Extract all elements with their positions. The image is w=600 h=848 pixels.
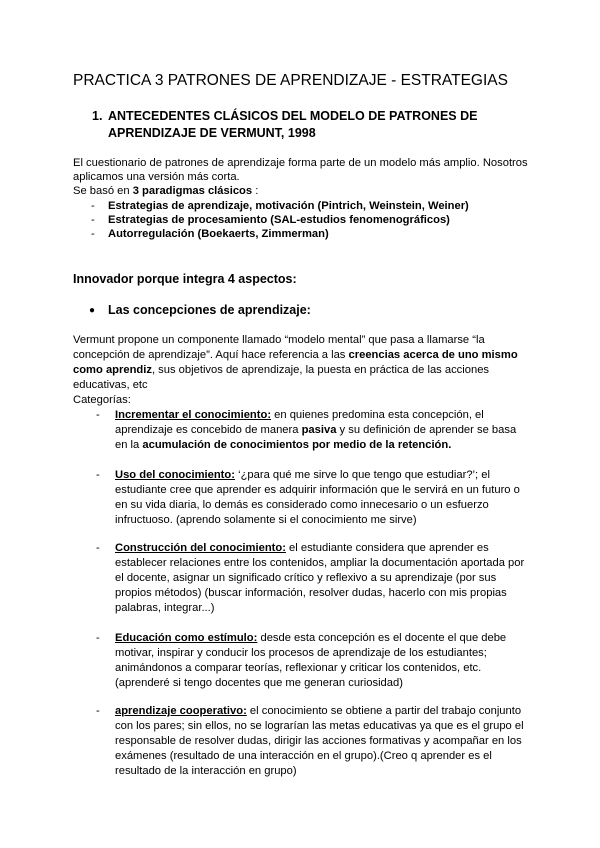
category-dash: - xyxy=(96,409,100,421)
category-4-line-3: animándonos a comparar teorías, reflexionar y criticar los contenidos, etc. xyxy=(115,662,482,674)
paradigm-dash: - xyxy=(91,200,95,212)
category-5-line-1: aprendizaje cooperativo: el conocimiento se obtiene a partir del trabajo conjunto xyxy=(115,705,522,717)
category-4-line-2: motivar, inspirar y conducir los procesos de aprendizaje de los estudiantes; xyxy=(115,647,487,659)
category-1-line-3: en la acumulación de conocimientos por medio de la retención. xyxy=(115,439,452,451)
category-5-line-3: responsable de resolver dudas, dirigir las acciones formativas y acompañar en los xyxy=(115,735,522,747)
vermunt-line-3: como aprendiz, sus objetivos de aprendizaje, la puesta en práctica de las acciones xyxy=(73,364,490,376)
paradigm-item: Autorregulación (Boekaerts, Zimmerman) xyxy=(108,228,329,240)
category-dash: - xyxy=(96,632,100,644)
category-5-line-5: resultado de la interacción en grupo) xyxy=(115,765,297,777)
category-1-line-2: aprendizaje es concebido de manera pasiva y su definición de aprender se basa xyxy=(115,424,517,436)
category-dash: - xyxy=(96,705,100,717)
category-4-line-1: Educación como estímulo: desde esta concepción es el docente el que debe xyxy=(115,632,507,644)
category-3-line-3: el docente, asignar un significado crítico y reflexivo a su aprendizaje (por sus xyxy=(115,572,497,584)
paradigm-dash: - xyxy=(91,228,95,240)
categories-label: Categorías: xyxy=(73,394,131,406)
category-2-line-3: en su vida diaria, lo demás es considerado como innecesario o un esfuerzo xyxy=(115,499,489,511)
category-dash: - xyxy=(96,542,100,554)
category-2-line-2: estudiante cree que aprender es adquirir información que le servirá en un futuro o xyxy=(115,484,520,496)
category-4-line-4: (aprenderé si tengo docentes que me generan curiosidad) xyxy=(115,677,403,689)
intro-line-1: El cuestionario de patrones de aprendizaje forma parte de un modelo más amplio. Nosotros xyxy=(73,157,528,169)
section-number: 1. xyxy=(92,109,103,123)
page-title: PRACTICA 3 PATRONES DE APRENDIZAJE - ESTRATEGIAS xyxy=(73,72,508,89)
category-2-line-1: Uso del conocimiento: ‘¿para qué me sirve lo que tengo que estudiar?’; el xyxy=(115,469,490,481)
vermunt-line-2: concepción de aprendizaje”. Aquí hace referencia a las creencias acerca de uno mismo xyxy=(73,349,518,361)
category-dash: - xyxy=(96,469,100,481)
category-1-line-1: Incrementar el conocimiento: en quienes predomina esta concepción, el xyxy=(115,409,484,421)
intro-line-3: Se basó en 3 paradigmas clásicos : xyxy=(73,185,259,197)
vermunt-line-1: Vermunt propone un componente llamado “modelo mental” que pasa a llamarse “la xyxy=(73,334,485,346)
bullet-icon: ● xyxy=(89,305,96,316)
paradigm-item: Estrategias de aprendizaje, motivación (Pintrich, Weinstein, Weiner) xyxy=(108,200,469,212)
category-3-line-2: establecer relaciones entre los contenidos, ampliar la documentación aportada por xyxy=(115,557,525,569)
category-2-line-4: infructuoso. (aprendo solamente si el conocimiento me sirve) xyxy=(115,514,417,526)
category-5-line-4: exámenes (resultado de una interacción en el grupo).(Creo q aprender es el xyxy=(115,750,492,762)
category-5-line-2: con los pares; sin ellos, no se lograrían las metas educativas ya que es el grupo el xyxy=(115,720,524,732)
category-3-line-5: palabras, integrar...) xyxy=(115,602,215,614)
paradigm-item: Estrategias de procesamiento (SAL-estudios fenomenográficos) xyxy=(108,214,450,226)
section-heading-line-2: APRENDIZAJE DE VERMUNT, 1998 xyxy=(108,126,316,140)
paradigm-dash: - xyxy=(91,214,95,226)
intro-line-2: aplicamos una versión más corta. xyxy=(73,171,240,183)
category-3-line-1: Construcción del conocimiento: el estudiante considera que aprender es xyxy=(115,542,489,554)
section-heading-line-1: ANTECEDENTES CLÁSICOS DEL MODELO DE PATRONES DE xyxy=(108,109,478,123)
category-3-line-4: propios métodos) (buscar información, resolver dudas, hacerlo con mis propias xyxy=(115,587,507,599)
vermunt-line-4: educativas, etc xyxy=(73,379,148,391)
subsection-heading: Las concepciones de aprendizaje: xyxy=(108,303,311,317)
innovador-heading: Innovador porque integra 4 aspectos: xyxy=(73,272,297,286)
